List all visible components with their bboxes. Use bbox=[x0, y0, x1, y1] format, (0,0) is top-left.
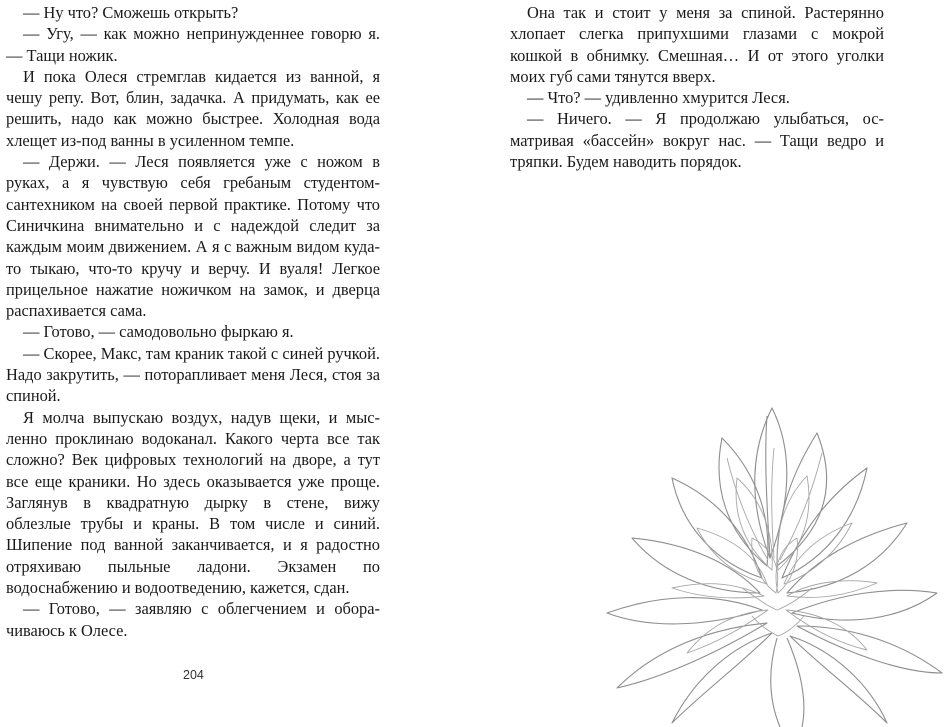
paragraph: — Готово, — заявляю с облегчением и оборачиваюсь к Олесе. bbox=[6, 599, 380, 640]
right-page-text bbox=[510, 2, 884, 172]
paragraph: — Скорее, Макс, там краник такой с синей ручкой. Надо закрутить, — поторапливает меня Леся, стоя за спиной. bbox=[6, 343, 380, 406]
paragraph: — Готово, — самодовольно фыркаю я. bbox=[23, 322, 294, 342]
paragraph: — Что? — удивленно хмурится Леся. bbox=[527, 88, 790, 108]
paragraph: — Держи. — Леся появляется уже с ножом в руках, а я чувствую себя гребаным студентом-сантехником на своей первой практике. Потому что Синичкина внимательно и с надеждой следит за каждым моим движением. А я с важным видом куда-то тыкаю, что-то кручу и верчу. И вуаля! Легкое прицельное нажатие ножичком на замок, и дверца распахивается сама. bbox=[6, 152, 380, 321]
flower-illustration-icon bbox=[602, 388, 944, 727]
left-page-text bbox=[6, 2, 380, 641]
page-number: 204 bbox=[183, 668, 204, 682]
paragraph: — Угу, — как можно непринужденнее говорю я. — Тащи ножик. bbox=[6, 24, 380, 65]
paragraph: — Ничего. — Я продолжаю улыбаться, осматривая «бассейн» вокруг нас. — Тащи ведро и тряпки. Будем наводить порядок. bbox=[510, 109, 884, 172]
paragraph: Она так и стоит у меня за спиной. Растерянно хлопает слегка припухшими глазами с мокрой кошкой в обнимку. Смешная… И от этого уголки моих губ сами тянутся вверх. bbox=[510, 3, 884, 86]
paragraph: — Ну что? Сможешь открыть? bbox=[23, 3, 239, 22]
paragraph: Я молча выпускаю воздух, надув щеки, и мысленно проклинаю водоканал. Какого черта все так сложно? Век цифровых технологий на дворе, а тут все еще краники. Но здесь оказывается уже проще. Заглянув в квадратную дырку в стене, вижу облезлые трубы и краны. В том числе и синий. Шипение под ванной заканчивается, и я радостно отряхиваю пыльные ладони. Экзамен по водоснабжению и водоотведению, кажется, сдан. bbox=[6, 407, 380, 598]
right-page bbox=[472, 0, 944, 727]
paragraph: И пока Олеся стремглав кидается из ванной, я чешу репу. Вот, блин, задачка. А придумать, как ее решить, надо как можно быстрее. Холодная вода хлещет из-под ванны в усиленном темпе. bbox=[6, 66, 380, 150]
